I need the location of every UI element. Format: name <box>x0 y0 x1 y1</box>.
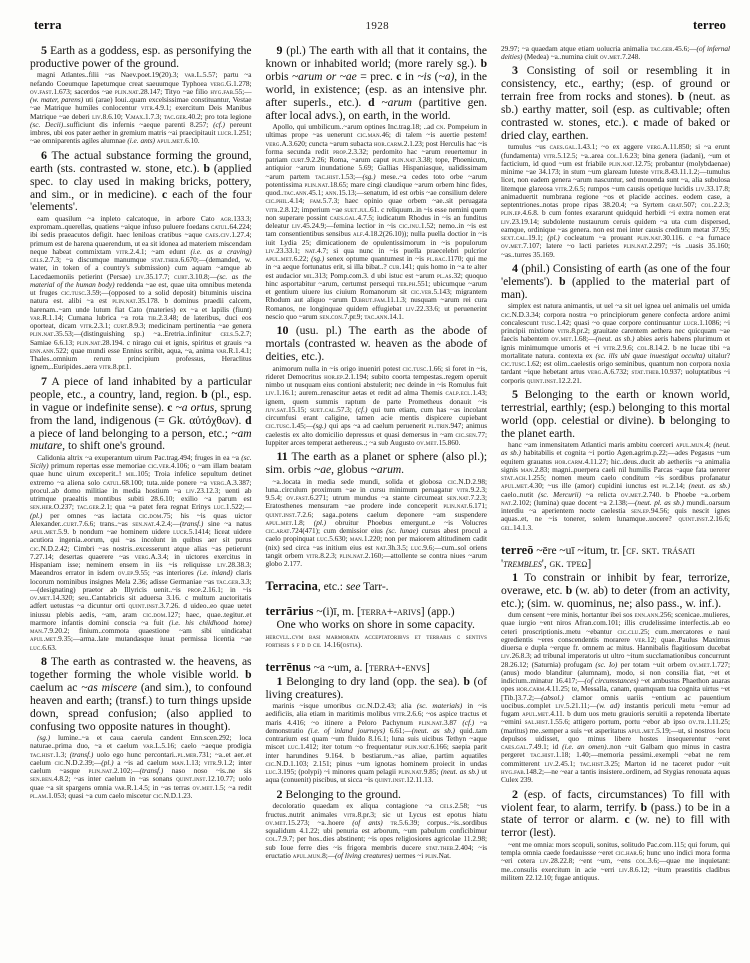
sense-number: 9 <box>276 44 283 57</box>
headword-entry-terrarius <box>266 605 488 618</box>
citation-block: decoloratio quaedam ex aliqua contagione ~a cels.2.58; ~us fructus..nutrit animales vitr.8.pr.3; sic ut Lycus est epotus hiatu ov.met.15.273; ~a..hoere (of ants) tr.5.6.39; corpus..~is..sordibus squalidum 4.1.22; ubi penuria est arborum, ~um pabulum conficibimur col.7.9.7; per hos..dies abstinent; ~is opes religiosiores agricolae 11.2.98; sub Ioue ferre dies ~is frigora membris ducere stat.theb.2.404; ~is eructatio apul.mun.8;—(of living creatures) uermes ~i plin.Nat. <box>265 801 488 860</box>
sense-definition: 7 A piece of land inhabited by a particular people, etc., a country, land, region. b (pl., esp. in vague or indefinite sense). c ~a ortus, sprung from the land, indigenous (= Gk. αὐτόχθων). d a piece of land belonging to a person, etc.; ~am mutare, to shift one's ground. <box>30 373 252 453</box>
sense-number: 10 <box>276 323 289 338</box>
headword-line: terrēnus ~a ~um, a. [terra+-envs] <box>265 659 430 674</box>
headword-entry-terracina <box>266 580 488 593</box>
citation-block: simplex est natura animantis, ut uel ~a sit uel ignea uel animalis uel umida cic.N.D.3.34; corpora nostra ~o principiorum genere confecta ardore animi concalescunt tusc.1.42; quasi ~o quae corpore continuantur lucr.1.1086; ~i principii mixtione vitr.8.pr.2; grauitate carentem aethera nec quicquam ~ae faecis habentem ov.met.1.68;—(neut. as sb.) abies aeris habens plurimum et ignis minimumque umoris et ~i vitr.2.9.6; col.8.14.2. b ne lucae tibi ~a mortalitate natura. contexta ex (sc. ills ubi quae inuestigat occulta) uitalur? cic.tusc.1.62; est olim..caelestis origo seminibus, quantum non corpora noxia tardant ~ique hebetant artus verg.A.6.732; stat.theb.10.937; uoluptatibus ~i corporis quint.inst.12.2.21. <box>501 301 731 385</box>
sense-number: 4 <box>512 261 518 275</box>
sense-number: 5 <box>41 44 47 57</box>
citation-block: (sg.) lumine..~a et caua caerula candent Enn.scen.292; loca naturae..prima duo, ~a et caelum var.L.5.16; caelo ~aeque prodigia tac.hist.1.3; (transf.) uolo ego hunc percontari..pl.mer.731; ~a..et aer..et caelum cic.N.D.2.39;—(pl.) a ~is ad caelum man.1.13; vitr.9.1.2; inter caelum ~asque plin.nat.2.102;—(transf.) naso noso ~is..ne sis sen.ben.4.8.2; ~as inter caelum in ~as sonans quint.inst.12.10.77; uolo quae ~a sit spargens omnia var.R.1.4.5; in ~as terras ov.met.1.5; ~a redit pl.am.1.053; quasi ~a cum caelo miscetur cic.N.D.1.23. <box>30 733 252 800</box>
running-head-left: terra <box>34 18 62 32</box>
headword-line: terreō ~ēre ~uī ~itum, tr. [cf. skt. trásati 'trembles', gk. τρέω] <box>501 542 695 570</box>
column-right <box>493 44 736 955</box>
page-number: 1928 <box>365 20 390 32</box>
citation-block: tumulus ~us caes.gal.1.43.1; ~o ex aggere verg.A.11.850; si ~a erunt (fundamenta) vitr.5.12.5; ~a..area col.1.6.23; bina genera (iadani), ~um et facticium, id quod ~um est friabile plin.nat.12.75; probantur (molybdaenae) minime ~ae 34.173; in stum ~um glaream luteste vitr.8.43.11.1.2;—tumulus licet, non eadem genera ~arum nascuntur, sed mouenda sunt ~a, alia subulosa litemque glareosa vitr.2.6.5; rumpos ~um causis opetique lucidis liv.33.17.8; animaduertit numbrana regione ~os et placide accines. eodem case, a septentriones..notas prope ripas 38.20.4; ~a Syrtem grat.507; col.2.2.3; plin.ep.4.6.8. b cum fontes exararunt quidquid herbidi ~i extra nomen erat liv.23.19.14; subdolente nustaurum ceruis quidem ~a uta cum dispersed, eamque, ordinique ~as genera. non est mei inter causis creditum metat 37.95; sext.cal.19.1; (pl.) cocleatum ~a prouant plin.nat.30.116. c ~a furnace ov.met.7.107; latere ~o lacti parietes plin.nat.2.297; ~is ..uasis 35.160; ~as..turres 35.169. <box>501 142 731 259</box>
sense-number: 2 <box>512 786 518 801</box>
citation-block: Calidonia altrix ~a exuperantum uirum Pac.trag.494; fruges in ea ~a (sc. Sicily) primum repertas esse memoriae cic.ver.4.106; o ~am illam beatam quae hunc uirum exceperit..! mil.105; Troia infelice sepultum detinet extremo ~a aliena solo catul.68.100; tuta..uide ponere ~a verg.A.3.387; procul..ab domo militiae in media hostium ~a liv.23.12.3; uenti ab utrimque praealtis montibus subiti 28.6.10; exilio ~a parum est sen.her.O.237; tac.ger.2.1; qua ~a patet fera regnat Erinys luc.1.522;—(pl.) per omnes ~as iactata cic.dom.75; his ~is quas uictor Alexander..curt.7.6.6; trans..~as sen.nat.4.2.4;—(transf.) sine ~a natus apul.met.5.9. b nondum ~ae hominem uidere lucr.5.1414; liceat uidere acutiora ingenia..eorum, qui ~as incolunt in quibus aer sit purus cic.N.D.2.42; Cimbri ~as nostris..excesserunt atque alias ~as petierunt 7.27.14; desertas quaerere ~as verg.A.3.4; in uictores exercitus in Hispaniam isse; neminem ensem in iis ~is reliquisse liv.28.38.3; Maeandros errator in isdem ov.ep.9.55; ~as interiores (i.e. inland) claris locorum nominibus insignes Mela 2.36; adisse Germaniae ~as tac.ger.3.3;—(designating) praetor ab Illyricis uenit..~is prop.2.16.1; in ~is ov.met.14.320; seu..Cantabricis sit aduersa 3.16. c multum auctoritatis adfert uetustas ~a dicuntur orti quint.inst.3.7.26. d uideo..eo quae uetet iniussu plebis aedis, ~am, aram cic.dom.127; haec, quae..tegitur..et marmore infantis domini conscia ~a fuit (i.e. his childhood home) man.7.9.20.2; finium..commota quaestione ~am sibi uindicabat apul.met.9.35;—arma..late mutandasque iuuat permissa licentia ~ae luc.6.63. <box>30 452 252 652</box>
sense-definition: 3 Consisting of soil or resembling it in consistency, etc., earthy; (esp. of ground or terrain free from rocks and stones). b (neut. as sb.) earthy matter, soil (esp. as cultivable; often contrasted w. stones, etc.). c made of baked or dried clay, earthen. <box>501 63 731 142</box>
sense-definition: 10 (usu. pl.) The earth as the abode of mortals (contrasted w. heaven as the abode of deities, etc.). <box>265 323 488 364</box>
sense-number: 11 <box>276 449 288 464</box>
sense-definition: 2 (esp. of facts, circumstances) To fill with violent fear, to alarm, terrify. b (pass.) to be in a state of terror or alarm. c (w. ne) to fill with terror (lest). <box>501 786 730 840</box>
sense-number: 5 <box>512 387 518 401</box>
running-head <box>34 18 726 36</box>
citation-block: marinis ~isque umoribus cic.N.D.2.43; alia (sc. materials) in ~is aedificiis, alia etiam in maritimis molibus vitr.2.6.6; ~os aspice tractus et maris 4.416; ~o itinere a Peloro Pachynum plin.nat.3.87 (cf.) ~a demonstratio (i.e. of inland journeys) 6.61;—(neut. as sb.) quid..tam contrarium est quam ~um fluido 8.16.1; luna suis uicibus Tethyn ~aque miscet luc.1.412; iter totum ~o frequentatur plin.nat.6.166; saepia parit inter harundines 9.164. b bestiarum..~as aliae, partim aquatiles cic.N.D.1.103; 2.151; pinus ~um ignotas hominem proiecit in undas luc.3.195; (polypi) ~i minores quam pelagii plin.nat.9.85; (neut. as sb.) ut aqua (conuenit) piscibus, ut sicca ~is quint.inst.12.11.13. <box>265 701 488 785</box>
citation-block: animorum nulla in ~is origo inueniri potest cic.tusc.1.66; si foret in ~is, rideret Democritus hor.ep.2.1.194; subito coorta tempestas..regem operuit nimbo ut nusquam eius contioni abstulerit; nec deinde in ~is Romulus fuit liv.1.16.1; aurem..renascitur aetas et redit ad alma Themis calp.ecl.1.43; ignem, quem summis raptum de parte Prometheus donauit ~is juv.sat.15.15; suet.cal.57.3; (cf.) qui tum etiam, cum has ~as incolant circumfusi erant caligine, tamen acie mentis dispicere cupiebant cic.tusc.1.45;—(sg.) qui aps ~a ad caelum peruenerit pl.trin.947; animus caelestis ex alto domicilio depressus et quasi demersus in ~am cic.sen.77; Iuppiter arces temperat aethereus..; ~a sub Augusto ov.met.15.860. <box>265 363 488 447</box>
sense-definition: 2 Belonging to the ground. <box>276 786 401 801</box>
citation-block: dum censent ~ere minis, hortantur ibei sos enn.ann.256; scenicae..mulieres, quae iurgio ~ent niros Afran.com.101; illis crudelissime interfectis..ab eo ceteri proscriptionis..metu ~ebantur cic.clu.25; cum..mercatores e naui egredientis ~eres conscendentis morarere ver.12; quae..Paulus Maximus diuersa e dupla ~erque fr. omnem ac mitus. Hannibalis flagitiosum ducebat liv.26.8.3; ad tribunal imperatoris ut ultro ~itum succlamationibus concurrunt 28.26.12; (Saturnia) profugam (sc. Io) per totam ~uit orbem ov.met.1.727; (anus) modo blanditur (alumnam), modo, si non consilia fiat, ~et et indicium..minatur 16.417;—(of circumstances) ~et ambustus Phaethon auaras opes hor.carm.4.11.25; te, Messalla, canam, quamquam tua cognita uirtus ~et [Tib.]3.7.2;—(absol.) clamor omnis uariis ~entium ac pauentium uocibus..complet liv.5.21.11;—(w. ad) instantis periculi metu ~emur ad fugam apul.met.4.11. b dum uos metu grauioris seruitii a repetenda libertate ~emini sal.hist.1.55.6; attigero portum, portu ~ebor ab ipso ov.tr.1.11.25; (maritus) me..semper a suis ~et asperitatus apul.met.5.19;—ut, si nostros locu depulsos uidisset, quo minus libere hostes insequerentur ~eret caes.gal.7.49.1; id (i.e. an omen)..non ~uit Galbam quo minus in castra pergeret tac.hist.1.18; 1.40;—memoria pessimi..exempli ~ebat ne rem committerent liv.2.45.1; tac.hist.3.25; Marton id ne taceret pudor ~uit hyg.fab.148.2;—ne ~ear a tantis insistere..ordinem, ad Stygias renouata aquas Culex 239. <box>501 610 731 785</box>
sense-number: 1 <box>276 673 283 688</box>
sense-number: 3 <box>512 63 518 78</box>
citation-block: hanc ~am inmensitatem Atlantici maris ambitu coerceri apul.mun.4; (neut. as sb.) habitabilis et cognita ~i portio Agen.agrim.p.22;—ades Pegasus ~um equitem grauatus hor.carm.4.11.27; hic..deus..ducit ab aetheriis ~a animalia signis man.2.83; magni..puerpera caeli nil humilis Parcas ~aque fata uererer stat.ach.1.255; nomen meum caelo conditum ~is sordibus profanatur apul.met.4.30; ~us ille (amor) cupidini iunctus est pl.2.14; (neut. as sb.) caelo..nutit (sc. Mercurii) ~a relicta ov.met.2.740. b Phoebe ~a..orbem nat.2.102; (lumina) quae docent ~a 2.138;—(neut. pl. as sb.) mundi..oarsum interdiu ~a aperientem nocte caelestia sen.ep.94.56; quis nescit ignes aquas..et, ne ~is tonerer, solem lunamque..uocere? quint.inst.2.16.6; gel.14.1.3. <box>501 440 731 532</box>
running-head-right: terreo <box>693 18 726 32</box>
column-center <box>258 44 494 955</box>
sense-number: 7 <box>41 373 47 388</box>
columns-container <box>22 44 736 955</box>
headword-line: terrārius ~(i)ī, m. [terra+-arivs] (app.) <box>265 603 455 618</box>
citation-block: Apollo, qui umbilicum..~arum optines Inc.trag.18; ..ad cn. Pompeium in ultimas prope ~as uenerunt cic.man.46; di talem ~is auertie pestem! verg.A.3.620; cuncta ~arum subacta hor.carm.2.1.23; post Herculis hac ~is forma secunda redit prop.2.3.32; perdomito hac ~arum reuertemur in patriam curt.9.2.26; Roma, ~arum caput plin.nat.3.38; tope, Phoenicum, antiquior ~arum inundatione 5.69; Gallias Hispaniasque, ualidissimam ~arum partem tac.hist.1.53;—(sg.) mese..~a cedes toto orbe ~arum potentissima plin.nat.18.65; mare cingi claudique ~arum orbem hinc fides, quod..tac.ann.45.1; ann.15.13;—senatum, id est orbis ~ae consilium delere cic.phil.4.14; fam.5.7.3; haec opinio quae orbem ~ae..sit peruagata vitr.2.8.12; imperium ~ae suet.jul.61. c reliquum..in ~is esse nemini quem non superare possint caes.gal.4.7.5; iudicatum Rhodus in ~is an funditus deleatur liv.45.24.9;—femina lectior in ~is cic.jnu.1.52; nemo..in ~is est tam consentientibus sensibus alf.4.18.2(26.10)); nulla puella doctior in ~is iuit Lydia 25; dimicationem de opulentissimorum in ~is populorum liv.23.33.1; nat.4.7; si qua nunc in ~is puella praecelebri pulcrior apul.met.6.22; (sg.) senex optume quantumest in ~is pl.bac.1170; qui me in ~a aeque fortunatus erit, si illa bibat..? cur.141; quis homo in ~a te alter est audacior mil.313; Pomp.com.3. d ubi istuc est ~arum pl.as.32; quoquo hinc asportabitur ~arum, certumst persequi ter.ph.551; ubicumque ~arum et gentium uiuere ius ciuium Romanorum sit cic.ver.5.143; migrantem Rhodum aut aliquo ~arum D.brut.fam.11.1.3; nusquam ~arum rei cura Romanos, ne longinquae quidem effugiebat liv.22.33.6; ut peruenerint nescio quo ~arum sen.con.7.pr.9; tac.ann.14.1. <box>265 122 488 321</box>
sense-definition: One who works on shore in some capacity. <box>276 617 475 631</box>
sense-definition: 8 The earth as contrasted w. the heavens, as together forming the whole visible world. b caelum ac ~as miscere (and sim.), to confound heaven and earth; (transf.) to turn things upside down, spread confusion; (also applied to confusing two opposite natures in thought). <box>30 654 252 733</box>
sense-number: 8 <box>41 654 47 669</box>
citation-block: eam quasilum ~a inpleto calcatoque, in arbore Cato agr.133.3; expromam..querellas, quatiens ~aique infuso puluere foedans catul.64.224; ibi sedis praeacutos defigit. haec leniloas cratibus ~aque caes.civ.1.27.4; primum est de harena quaerendum, ut ea sit idonea ad materiem miscendam neque habeat commixtam vitr.2.4.1; ~am edunt (i.e. as a craving) cels.2.7.3; ~a discumque manumque stat.theb.6.670;—(demanded, w. water, in token of a country's submission) cum aquam ~amque ab Lacedaemoniis petierint (Persae) liv.35.17.7; curt.3.10.8;—(sc. as the material of the human body) reddenda ~ae est, quae uita omnibus metenda ut fruges cic.tusc.3.59;—(opposed to a solid deposit) bituminis uiscina natura est. alibi ~a est plin.nat.35.178. b dominus praedii calcem, harenam..~am unde lutum fiat Cato (materies) ex ~a et lapilis (fiunt) var.R.1.14; Cumana lubrica ~a rota tib.2.3.48; de lateribus, duci eos oporteat, dicam vitr.2.3.1; curt.8.9.3; medicinam pertinentia ~ae genera plin.nat.35.53;—(distinguishing sp.) ~a..Eretria..infinitur cels.5.2.7; Samiae 6.6.13; plin.nat.28.194. c nirago cui et ignis, spiritus et grauis ~a enn.ann.522; quae mundi esse Ennius scribit, aqua, ~a, anima var.R.1.4.1; Thales..omnium rerum principium professus, Heraclitus ignem,..Euripides..aera vitr.8.pr.1. <box>30 213 252 372</box>
sense-number: 6 <box>41 147 47 162</box>
citation-block: ~a..locata in media sede mundi, solida et globosa cic.N.D.2.98; luna..circulum proximum ~ae in cursu minimum peruagatur vitr.9.2.3; 9.5.4; ov.fast.6.271; utrum mundus ~a stante circumeat sen.nat.7.2.3; Eratosthenes mensuram ~ae prodere inde conceperit plin.nat.6.171; quint.inst.7.2.6; saga..potens caelum deponere ~am suspendere apul.met.1.8; (pl.) obruitur Phoebus emergunt..e ~is Volucres cic.arat.724(471); cum demissior eius (sc. lunae) cursus abest procul a caelo propinquat luc.5.630; man.1.220; non per maiorem altitudinem cadit (nix) sed circa ~as initium eius est nat.3h.3.5; luc.9.6;—cum..sol oriens tangit orbem vitr.8.2.3; plin.nat.2.160;—attollente se contra niues ~arum globo 2.177. <box>265 476 488 569</box>
sense-definition: 4 (phil.) Consisting of earth (as one of the four 'elements'). b (applied to the material part of man). <box>501 261 731 301</box>
headword-entry-terrenus <box>266 661 488 674</box>
headword-line: Terracina, etc.: see Tarr-. <box>265 578 389 593</box>
headword-entry-terreo <box>501 544 730 571</box>
inscription-citation: hercvli..cvm basi marmorata acceptatoribvs et terraris c sentivs forthsis s f d d cil 14.16(ostia). <box>265 631 488 649</box>
sense-definition: 9 (pl.) The earth with all that it contains, the known or inhabited world; (more rarely sg.). b orbis ~arum or ~ae = prec. c in ~is (~a), in the world, in existence; (esp. as an intensive phr. after superls., etc.). d ~arum (partitive gen. after local advs.), on earth, in the world. <box>265 44 488 122</box>
sense-definition: 5 Earth as a goddess, esp. as personifying the productive power of the ground. <box>30 44 252 70</box>
citation-block: ~ent me omnia: mors scopuli, sonitus, solitudo Pac.com.115; qui forum, qui templa omnia caede foedauissse ~eret cic.har.6; hunc uno indici mora forma ~eri cetera liv.28.22.8; ~ent ~um, ~ens col.3.6;—quae me inquietant: me..consulis exercitum in acie ~erri liv.8.6.12; ~itum praestitis cladibus militem 22.12.10; fugae antiquus. <box>501 839 730 882</box>
sense-definition: 6 The actual substance forming the ground, earth (sts. contrasted w. stone, etc.). b (applied spec. to clay used in making bricks, pottery, and sim., or in medicine). c each of the four 'elements'. <box>30 147 252 214</box>
column-left <box>22 44 258 955</box>
sense-number: 1 <box>512 569 518 584</box>
sense-definition: 1 Belonging to dry land (opp. the sea). b (of living creatures). <box>265 673 488 701</box>
sense-definition: 5 Belonging to the earth or known world, terrestrial, earthly; (esp.) belonging to this mortal world (opp. celestial or divine). b belonging to the planet earth. <box>501 387 731 440</box>
citation-block: 29.97; ~a quaedam atque etiam uolucria animalia tac.ger.45.6;—(of infernal deities) (Medea) ~a..numina ciuit ov.met.7.248. <box>501 44 730 61</box>
sense-definition: 1 To constrain or inhibit by fear, terrorize, overawe, etc. b (w. ab) to deter (from an activity, etc.); (sim. w. quominus, ne; also pass., w. inf.). <box>501 569 730 610</box>
citation-block: magni Atlantes..filii ~as Naev.poet.19(20).3; var.L.5.57; partu ~a nefando Coeumque Iapetumque creat saeuumque Typhoea verg.G.1.278; ov.fast.1.673; sacerdos ~ae plin.nat.28.147; Tityo ~ae filio hyg.fab.55;—(w. mater, parens) uti (arae) Ioui..quam excelsissimae constituantur, Vestae ~ae Matrique humiles conlocentur vitr.4.9.1; exercitum Deis Manibus Matrique ~ae deberi liv.8.6.10; V.max.1.7.3; tac.ger.40.2; pro tota legione (sc. Decii)..sufficiunt dis infernis ~aeque parenti 8.257; (cf.) pereunt imbres, ubi eos pater aether in gremium matris ~ai praecipitauit lucr.1.251; ~ae omniparentis agiles alumnae (i.e. ants) apul.met.6.10. <box>30 70 252 146</box>
sense-number: 2 <box>276 786 283 801</box>
sense-definition: 11 The earth as a planet or sphere (also pl.); sim. orbis ~ae, globus ~arum. <box>265 449 488 477</box>
